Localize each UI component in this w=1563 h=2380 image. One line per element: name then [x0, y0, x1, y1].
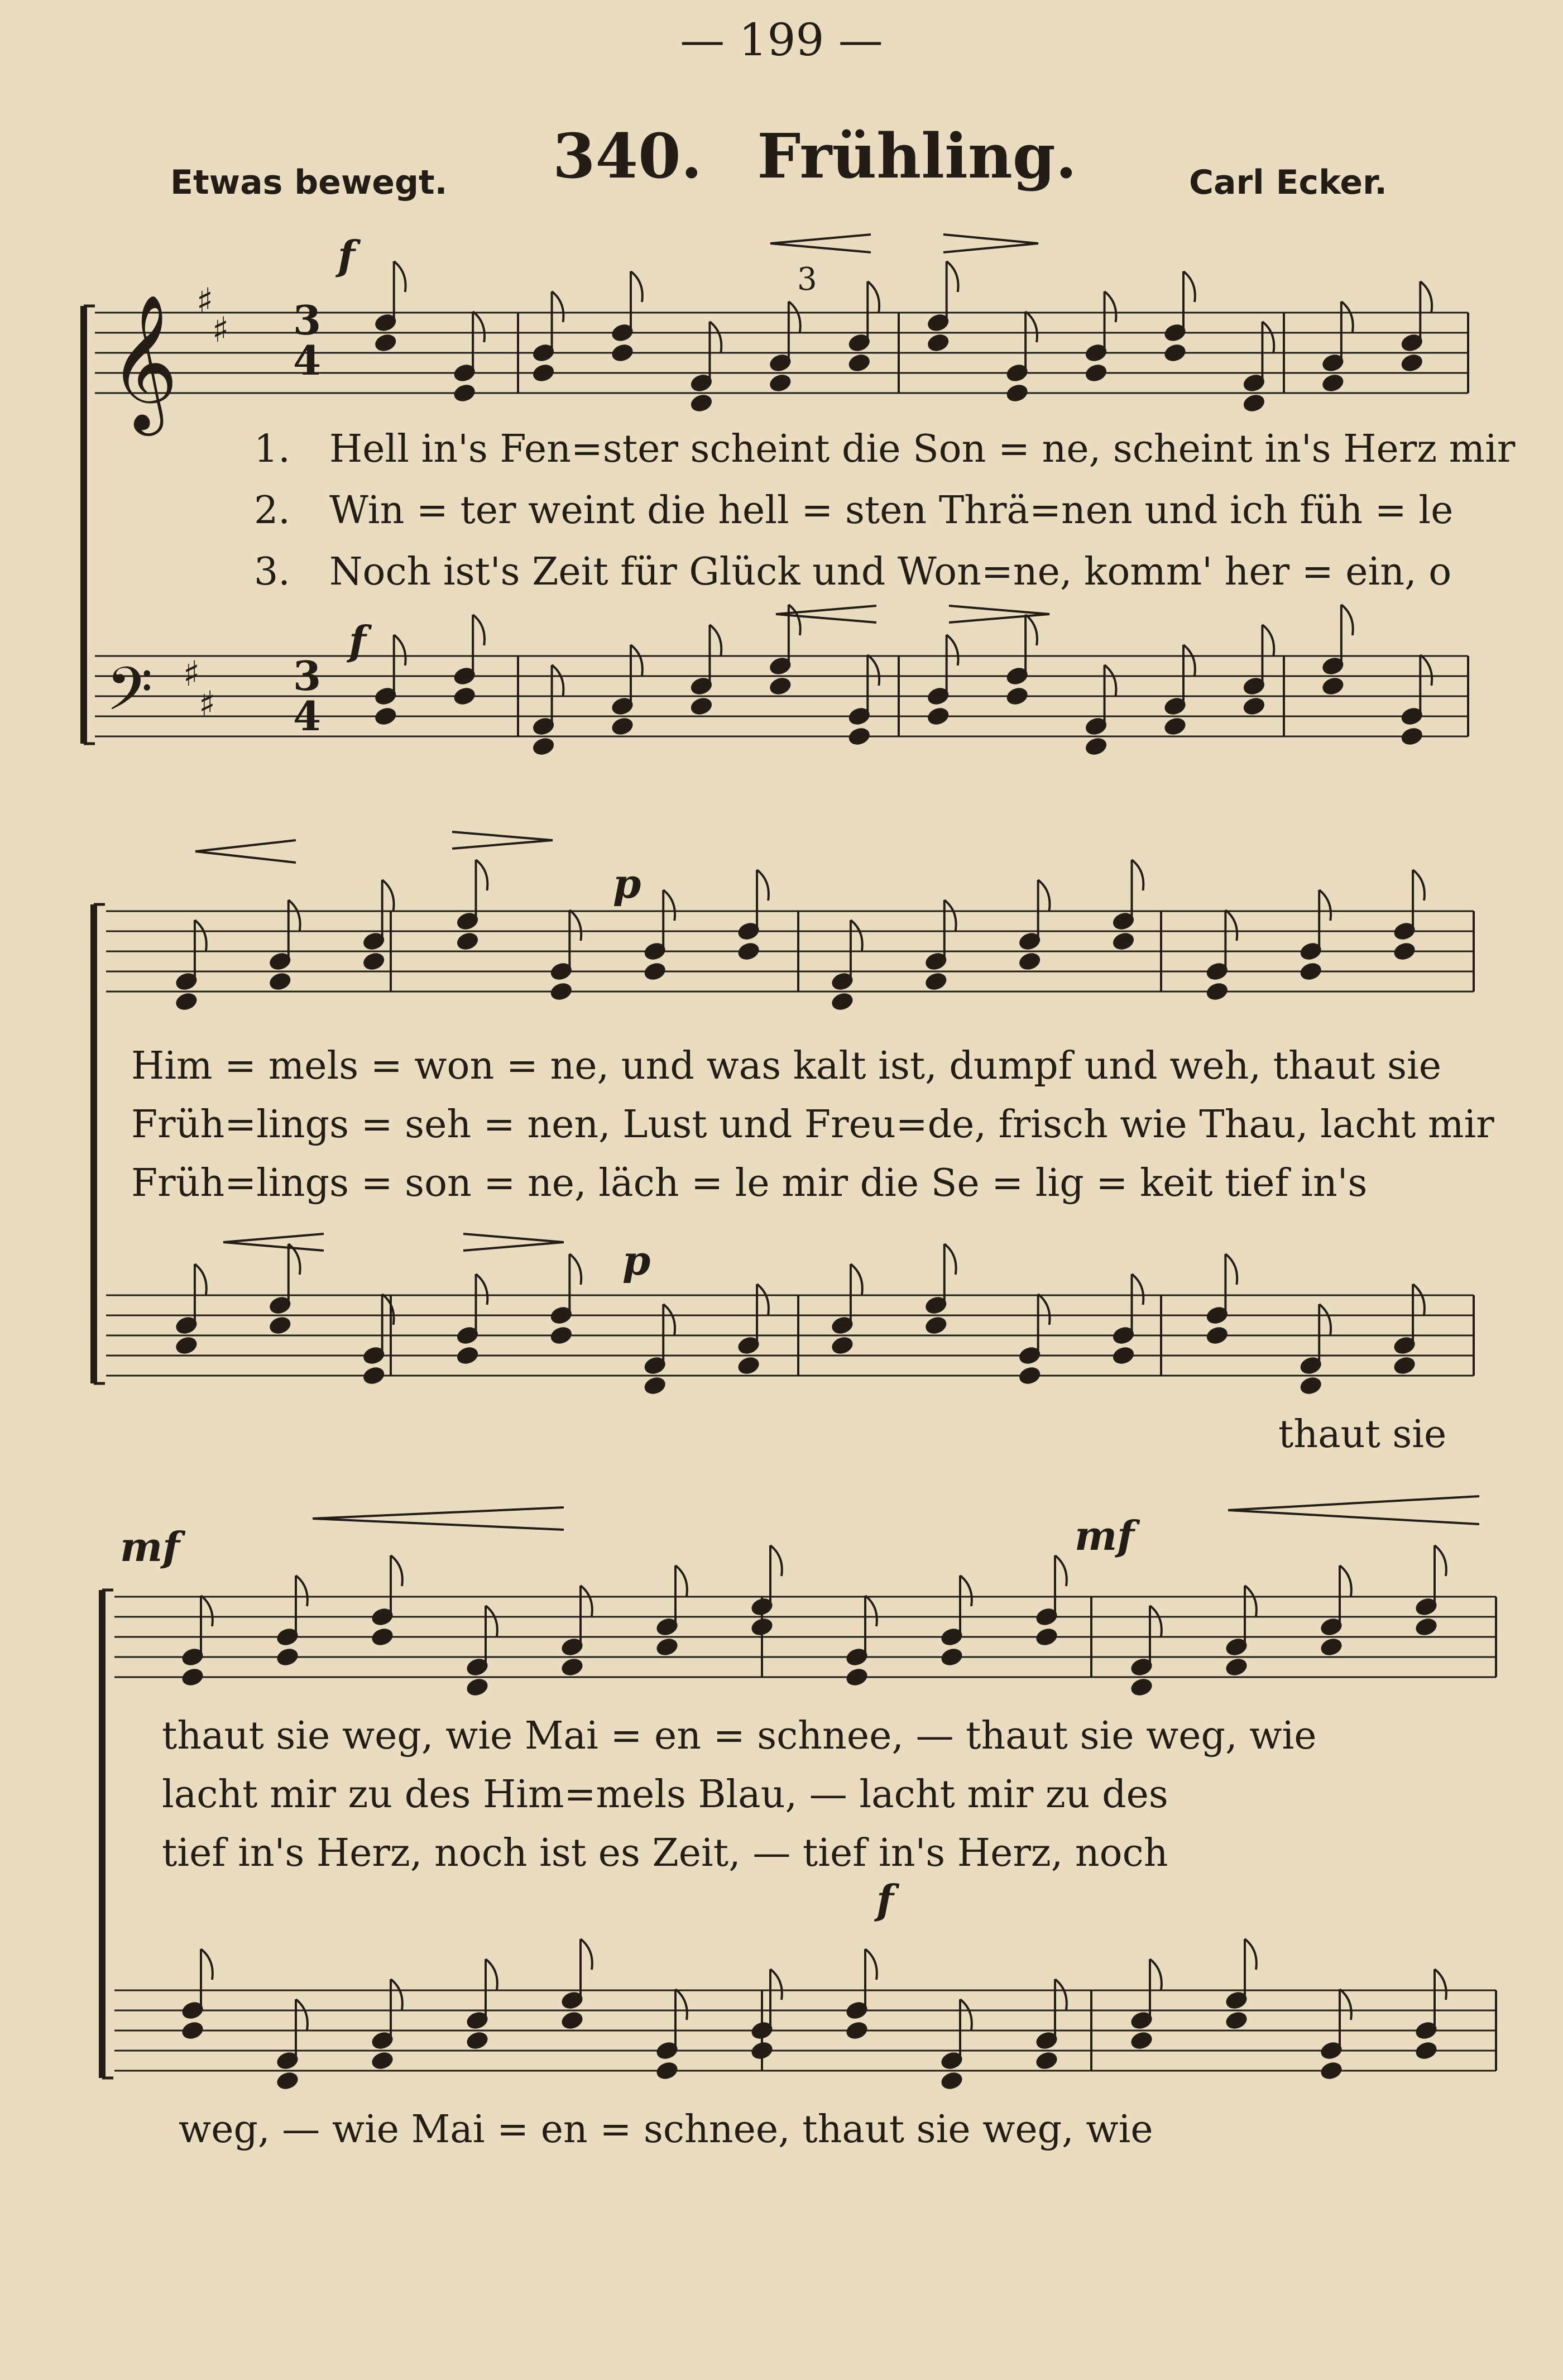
- note-flag: [1055, 1979, 1067, 2010]
- note-flag: [394, 261, 406, 292]
- note-flag: [1038, 1294, 1050, 1325]
- note-flag: [1025, 312, 1037, 342]
- song-number: 340.: [553, 120, 702, 192]
- note-flag: [1225, 1254, 1237, 1285]
- lyric-line: Win = ter weint die hell = sten Thrä=nen und ich füh = le: [329, 489, 1454, 533]
- note-flag: [391, 1555, 402, 1586]
- note-flag: [867, 281, 879, 312]
- notehead: [690, 697, 712, 716]
- notehead: [1300, 962, 1322, 981]
- svg-text:♯: ♯: [183, 653, 200, 694]
- staff-3-treble: [114, 1597, 1496, 1677]
- dynamic-mark: f: [876, 1876, 894, 1923]
- lyric-line: Him = mels = won = ne, und was kalt ist, dumpf und weh, thaut sie: [131, 1044, 1441, 1088]
- notehead: [644, 962, 666, 981]
- notehead: [375, 333, 397, 352]
- notehead: [550, 982, 572, 1001]
- note-flag: [296, 1999, 308, 2030]
- dynamic-mark: mf: [1075, 1512, 1135, 1559]
- note-flag: [1150, 1606, 1162, 1636]
- song-title: [553, 120, 1077, 192]
- note-flag: [851, 920, 862, 951]
- notehead: [181, 2021, 204, 2040]
- note-flag: [289, 900, 300, 931]
- note-flag: [1435, 1545, 1446, 1576]
- notehead: [1206, 1326, 1228, 1345]
- note-flag: [201, 1949, 213, 1980]
- notehead: [1393, 1356, 1416, 1375]
- time-signature-treble: 3 4: [293, 296, 322, 384]
- note-flag: [569, 1254, 581, 1285]
- note-flag: [195, 1264, 207, 1295]
- notehead: [1112, 932, 1134, 951]
- composer: Carl Ecker.: [1189, 163, 1387, 202]
- notehead: [1130, 1678, 1153, 1697]
- notehead: [1164, 717, 1186, 736]
- note-flag: [1150, 1959, 1162, 1990]
- notehead: [941, 1648, 963, 1667]
- lyric-line: Noch ist's Zeit für Glück und Won=ne, komm' her = ein, o: [329, 550, 1452, 594]
- bass-lyric: thaut sie: [1278, 1412, 1447, 1457]
- notehead: [371, 1627, 394, 1646]
- page-number: — 199 —: [680, 14, 883, 66]
- notehead: [561, 2011, 583, 2030]
- staff-2-treble: [106, 911, 1474, 992]
- notehead: [846, 2021, 868, 2040]
- note-flag: [581, 1939, 592, 1970]
- note-flag: [1319, 1304, 1331, 1335]
- notehead: [751, 1617, 773, 1636]
- notehead: [1415, 1617, 1437, 1636]
- note-flag: [1341, 301, 1353, 332]
- note-flag: [1413, 1284, 1425, 1315]
- notehead: [453, 384, 476, 403]
- note-flag: [947, 261, 958, 292]
- notehead: [1225, 2011, 1248, 2030]
- notehead: [1006, 384, 1028, 403]
- note-flag: [947, 635, 958, 665]
- note-flag: [1245, 1939, 1257, 1970]
- notehead: [1243, 697, 1265, 716]
- note-flag: [1038, 880, 1050, 911]
- notehead: [925, 1316, 947, 1335]
- note-flag: [1105, 291, 1116, 322]
- note-flag: [476, 1274, 488, 1305]
- note-flag: [865, 1596, 877, 1626]
- notehead: [1130, 2031, 1153, 2050]
- note-flag: [757, 870, 769, 901]
- notehead: [181, 1668, 204, 1687]
- notehead: [532, 363, 554, 382]
- notehead: [276, 1648, 299, 1667]
- note-flag: [867, 655, 879, 686]
- notehead: [269, 1316, 291, 1335]
- note-flag: [960, 1576, 972, 1606]
- notehead: [1300, 1376, 1322, 1395]
- lyric-line: Früh=lings = seh = nen, Lust und Freu=de, frisch wie Thau, lacht mir: [131, 1103, 1494, 1147]
- note-flag: [296, 1576, 308, 1606]
- svg-text:♯: ♯: [212, 309, 229, 350]
- notehead: [848, 353, 870, 372]
- notehead: [1415, 2041, 1437, 2060]
- note-flag: [1183, 271, 1195, 302]
- note-flag: [1105, 665, 1116, 696]
- note-flag: [552, 291, 564, 322]
- note-flag: [865, 1949, 877, 1980]
- notehead: [561, 1658, 583, 1677]
- note-flag: [1420, 655, 1432, 686]
- notehead: [1035, 1627, 1058, 1646]
- note-flag: [1262, 625, 1274, 655]
- notehead: [690, 394, 712, 413]
- notehead: [1401, 727, 1423, 746]
- svg-text:♯: ♯: [199, 683, 216, 724]
- note-flag: [486, 1606, 497, 1636]
- note-flag: [486, 1959, 497, 1990]
- notehead: [656, 2061, 678, 2080]
- note-flag: [1435, 1969, 1446, 2000]
- lyric-line: lacht mir zu des Him=mels Blau, — lacht mir zu des: [162, 1773, 1168, 1817]
- note-flag: [382, 880, 394, 911]
- note-flag: [1413, 870, 1425, 901]
- notehead: [1243, 394, 1265, 413]
- note-flag: [1132, 860, 1144, 890]
- svg-text:♯: ♯: [196, 280, 214, 321]
- note-flag: [1319, 890, 1331, 921]
- notehead: [1320, 1637, 1343, 1656]
- notehead: [363, 952, 385, 971]
- note-flag: [631, 645, 643, 676]
- notehead: [175, 1336, 198, 1355]
- verse-number: 3.: [254, 550, 290, 594]
- verse-number: 1.: [254, 427, 290, 471]
- notehead: [466, 1678, 488, 1697]
- note-flag: [709, 322, 721, 352]
- lyric-line: thaut sie weg, wie Mai = en = schnee, — thaut sie weg, wie: [162, 1714, 1317, 1758]
- notehead: [927, 333, 950, 352]
- note-flag: [675, 1989, 687, 2020]
- tempo-marking: Etwas bewegt.: [170, 163, 448, 202]
- notehead: [751, 2041, 773, 2060]
- note-flag: [1055, 1555, 1067, 1586]
- notehead: [1322, 373, 1344, 392]
- notehead: [611, 717, 634, 736]
- note-flag: [1340, 1989, 1351, 2020]
- lyric-line: Hell in's Fen=ster scheint die Son = ne, scheint in's Herz mir: [329, 427, 1516, 471]
- notehead: [456, 932, 478, 951]
- note-flag: [1245, 1586, 1257, 1616]
- notehead: [737, 942, 760, 961]
- notehead: [846, 1668, 868, 1687]
- note-flag: [552, 665, 564, 696]
- notehead: [656, 1637, 678, 1656]
- notehead: [1225, 1658, 1248, 1677]
- notehead: [269, 972, 291, 991]
- dynamic-mark: p: [613, 860, 641, 907]
- staff-3-bass: [114, 1990, 1496, 2071]
- song-name: Frühling.: [757, 120, 1077, 192]
- treble-clef-icon: 𝄞: [109, 293, 179, 430]
- notehead: [375, 707, 397, 726]
- note-flag: [1340, 1565, 1351, 1596]
- notehead: [466, 2031, 488, 2050]
- note-flag: [569, 910, 581, 941]
- note-flag: [709, 625, 721, 655]
- note-flag: [663, 1304, 675, 1335]
- key-signature: [183, 280, 229, 724]
- notehead: [453, 687, 476, 706]
- bass-lyric: weg, — wie Mai = en = schnee, thaut sie weg, wie: [179, 2108, 1153, 2152]
- notehead: [1019, 1366, 1041, 1385]
- note-flag: [1341, 605, 1353, 635]
- dynamic-mark: p: [622, 1237, 651, 1284]
- note-flag: [476, 860, 488, 890]
- note-flag: [391, 1979, 402, 2010]
- staff-2-bass: [106, 1295, 1474, 1376]
- notehead: [1112, 1346, 1134, 1365]
- note-flag: [960, 1999, 972, 2030]
- note-flag: [1025, 615, 1037, 645]
- tuplet-number: 3: [797, 261, 817, 298]
- notehead: [175, 992, 198, 1011]
- note-flag: [382, 1294, 394, 1325]
- note-flag: [944, 900, 956, 931]
- notehead: [1085, 363, 1107, 382]
- note-flag: [789, 301, 800, 332]
- notehead: [1393, 942, 1416, 961]
- note-flag: [1132, 1274, 1144, 1305]
- notehead: [550, 1326, 572, 1345]
- time-signature-bass: 3 4: [293, 652, 322, 740]
- bass-clef-icon: 𝄢: [106, 654, 153, 739]
- note-flag: [1225, 910, 1237, 941]
- note-flag: [631, 271, 643, 302]
- lyric-line: Früh=lings = son = ne, läch = le mir die Se = lig = keit tief in's: [131, 1161, 1368, 1205]
- note-flag: [770, 1545, 782, 1576]
- notehead: [363, 1366, 385, 1385]
- note-flag: [944, 1244, 956, 1275]
- note-flag: [201, 1596, 213, 1626]
- notehead: [1164, 343, 1186, 362]
- notehead: [1206, 982, 1228, 1001]
- lyric-line: tief in's Herz, noch ist es Zeit, — tief in's Herz, noch: [162, 1831, 1168, 1875]
- notehead: [1085, 737, 1107, 756]
- notehead: [941, 2071, 963, 2090]
- notehead: [371, 2051, 394, 2070]
- note-flag: [1262, 322, 1274, 352]
- notehead: [532, 737, 554, 756]
- notehead: [769, 677, 792, 696]
- note-flag: [195, 920, 207, 951]
- note-flag: [757, 1284, 769, 1315]
- verse-number: 2.: [254, 489, 290, 533]
- note-flag: [581, 1586, 592, 1616]
- notehead: [831, 1336, 854, 1355]
- notehead: [737, 1356, 760, 1375]
- notehead: [1320, 2061, 1343, 2080]
- notehead: [1035, 2051, 1058, 2070]
- notehead: [769, 373, 792, 392]
- system-brackets: [84, 306, 113, 2078]
- note-flag: [1420, 281, 1432, 312]
- notehead: [456, 1346, 478, 1365]
- notehead: [1322, 677, 1344, 696]
- dynamic-mark: f: [338, 232, 355, 279]
- notehead: [644, 1376, 666, 1395]
- notehead: [611, 343, 634, 362]
- note-flag: [1183, 645, 1195, 676]
- note-flag: [851, 1264, 862, 1295]
- note-flag: [663, 890, 675, 921]
- notehead: [925, 972, 947, 991]
- notehead: [1019, 952, 1041, 971]
- notehead: [276, 2071, 299, 2090]
- notehead: [927, 707, 950, 726]
- notehead: [1006, 687, 1028, 706]
- note-flag: [473, 312, 485, 342]
- note-flag: [394, 635, 406, 665]
- notehead: [831, 992, 854, 1011]
- note-flag: [473, 615, 485, 645]
- note-flag: [789, 605, 800, 635]
- note-flag: [770, 1969, 782, 2000]
- notehead: [848, 727, 870, 746]
- dynamic-mark: mf: [120, 1523, 180, 1570]
- note-flag: [675, 1565, 687, 1596]
- notehead: [1401, 353, 1423, 372]
- dynamic-mark: f: [349, 617, 366, 664]
